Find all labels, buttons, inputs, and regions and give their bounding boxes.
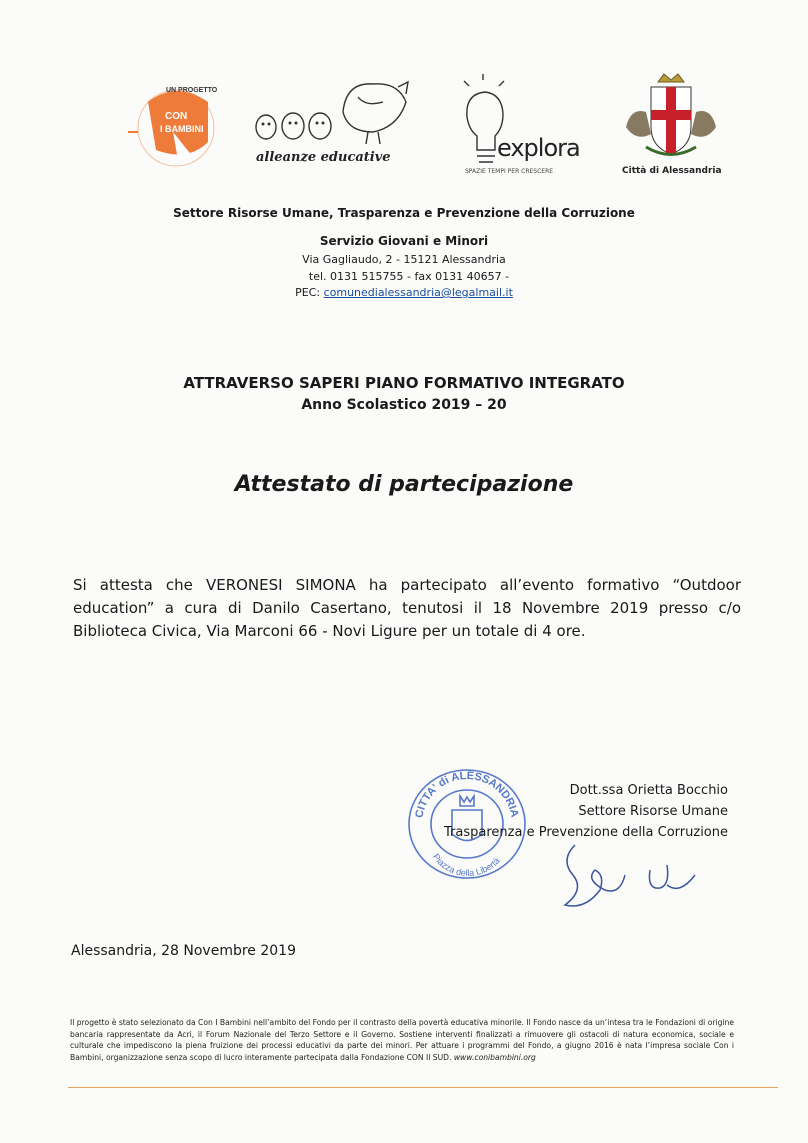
explora-logo — [455, 72, 595, 182]
program-title: ATTRAVERSO SAPERI PIANO FORMATIVO INTEGRATO — [183, 374, 625, 392]
stamp-bottom-text: Piazza della Libertà — [430, 851, 502, 879]
pec-label: PEC: — [295, 286, 321, 299]
handwritten-signature — [555, 830, 735, 915]
signatory-role-2: Trasparenza e Prevenzione della Corruzione — [444, 825, 728, 840]
un-progetto-text: UN PROGETTO — [166, 87, 218, 94]
phone-fax: tel. 0131 515755 - fax 0131 40657 - — [308, 270, 510, 283]
alleanze-educative-logo — [248, 72, 418, 172]
explora-subtext: SPAZIE TEMPI PER CRESCERE — [465, 168, 554, 175]
citta-alessandria-caption: Città di Alessandria — [622, 166, 722, 176]
citta-alessandria-logo — [616, 72, 726, 182]
place-date: Alessandria, 28 Novembre 2019 — [71, 943, 296, 959]
stamp-top-text: CITTA' di ALESSANDRIA — [413, 769, 521, 819]
signatory-name: Dott.ssa Orietta Bocchio — [569, 783, 728, 798]
alleanze-educative-text: alleanze educative — [256, 150, 391, 165]
service-title: Servizio Giovani e Minori — [319, 234, 489, 248]
address: Via Gagliaudo, 2 - 15121 Alessandria — [302, 253, 506, 266]
footer-website[interactable]: www.conibambini.org — [453, 1052, 536, 1062]
con-i-bambini-logo — [118, 72, 230, 184]
pec-line — [0, 286, 808, 299]
sector-title: Settore Risorse Umane, Trasparenza e Prevenzione della Corruzione — [173, 206, 635, 220]
signatory-role-1: Settore Risorse Umane — [578, 804, 728, 819]
footer-rule — [68, 1087, 778, 1088]
footer-text — [70, 1017, 734, 1063]
certificate-heading: Attestato di partecipazione — [234, 472, 574, 497]
footer-body: Il progetto è stato selezionato da Con I Bambini nell’ambito del Fondo per il contrasto della povertà educativa minorile. Il Fondo nasce da un’intesa tra le Fondazioni di origine bancaria rappresentate da Acri, il Forum Nazionale del Terzo Settore e il Governo. Sostiene interventi finalizzati a rimuovere gli ostacoli di natura economica, sociale e culturale che impediscono la piena fruizione dei processi educativi da parte dei minori. Per attuare i programmi del Fondo, a giugno 2016 è nata l’impresa sociale Con i Bambini, organizzazione senza scopo di lucro interamente partecipata dalla Fondazione CON Il SUD. — [70, 1018, 734, 1062]
bambini-text: I BAMBINI — [160, 124, 204, 134]
school-year: Anno Scolastico 2019 – 20 — [301, 397, 507, 413]
certificate-body: Si attesta che VERONESI SIMONA ha partecipato all’evento formativo “Outdoor education” a cura di Danilo Casertano, tenutosi il 18 Novembre 2019 presso c/o Biblioteca Civica, Via Marconi 66 - Novi Ligure per un totale di 4 ore. — [73, 576, 741, 640]
explora-text: explora — [497, 134, 580, 162]
pec-email-link[interactable]: comunedialessandria@legalmail.it — [323, 286, 513, 299]
con-text: CON — [165, 111, 188, 122]
